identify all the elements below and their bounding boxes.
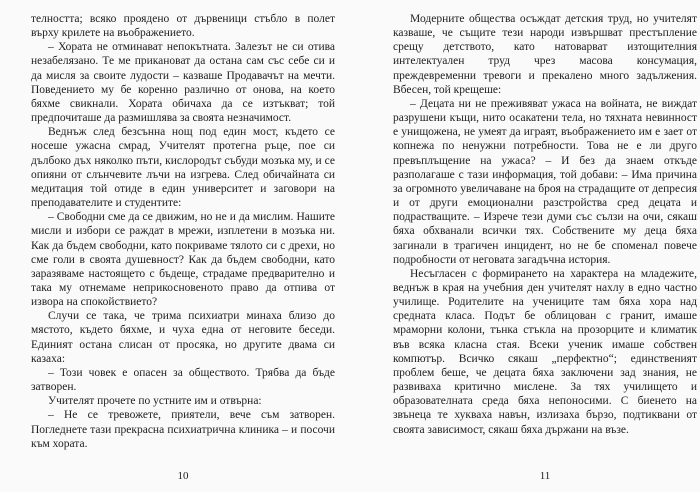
left-page-text [31, 12, 335, 451]
right-page-text [393, 12, 697, 437]
paragraph: – Този човек е опасен за обществото. Трябва да бъде затворен. [31, 366, 335, 394]
paragraph: Веднъж след безсънна нощ под един мост, където се носеше ужасна смрад, Учителят протегна ръце, пое си дълбоко дъх няколко пъти, кислородът събуди мозъка му, и се опияни от слънчевите лъчи на изгрева. След обичайната си медитация той отиде в един университет и заговори на преподавателите и студентите: [31, 126, 335, 210]
page-number-right: 11 [539, 470, 551, 482]
paragraph: Случи се така, че трима психиатри минаха близо до мястото, където бяхме, и чуха една от неговите беседи. Единият остана слисан от просяка, но другите двама си казаха: [31, 310, 335, 365]
page-number-left: 10 [177, 470, 189, 482]
paragraph: – Децата ни не преживяват ужаса на войната, не виждат разрушени къщи, нито осакатени тела, но тяхната невинност е унищожена, не умеят да играят, въображението им е зает от копнежа по ненужни потребности. Това не е ли друго превъплъщение на ужаса? – И без да знаем откъде разполагаше с тази информация, той добави: – Има причина за огромното увеличаване на броя на страдащите от депресия и от други емоционални разстройства сред децата и подрастващите. – Изрече тези думи със сълзи на очи, сякаш бяха обхванали всички тях. Собствените му деца бяха загинали в трагичен инцидент, но не бе споменал повече подробности от неговата загадъчна история. [393, 97, 697, 266]
paragraph: Модерните общества осъждат детския труд, но учителят казваше, че същите тези народи извършват престъпление срещу детството, като натоварват изтощителния интелектуален труд чрез масова консумация, преждевременни тревоги и прекалено много задължения. Вбесен, той крещеше: [393, 13, 697, 96]
right-page [393, 12, 697, 482]
left-page [31, 12, 335, 482]
paragraph: – Хората не отминават непокътната. Залезът не си отива незабелязано. Те ме прикановат да остана сам със себе си и да мисля за своите лудости – казваше Продавачът на мечти. Поведението му бе коренно различно от онова, на което бяхме свикнали. Хората обичаха да се изтъкват; той предпочиташе да размишлява за своята незначимост. [31, 41, 335, 125]
paragraph: Несъгласен с формирането на характера на младежите, веднъж в края на учебния ден учителят нахлу в едно частно училище. Родителите на учениците там бяха хора над средната класа. Подът бе облицован с гранит, имаше мраморни колони, тънка стъкла на прозорците и климатик във всяка класна стая. Всеки ученик имаше собствен компютър. Всичко сякаш „перфектно“; единственият проблем беше, че децата бяха заключени зад знания, не развиваха критично мислене. За тях училището и образователната среда бяха непоносими. С биенето на звънеца те хукваха навън, излизаха бързо, подтиквани от своята зависимост, сякаш бяха държани на възе. [393, 267, 697, 436]
paragraph: – Не се тревожете, приятели, вече съм затворен. Погледнете тази прекрасна психиатрична клиника – и посочи към хората. [31, 409, 335, 450]
paragraph: – Свободни сме да се движим, но не и да мислим. Нашите мисли и избори се раждат в мрежи, изплетени в мозъка ни. Как да бъдем свободни, като покриваме тялото си с дрехи, но сме голи в своята душевност? Как да бъдем свободни, като заразяваме настоящето с бъдеще, страдаме предварително и така му отнемаме неприкосновеното право да отпива от извора на спокойствието? [31, 211, 335, 309]
paragraph: Учителят прочете по устните им и отвърна: [48, 395, 262, 408]
paragraph: телността; всяко проядено от дървеници стъбло в полет върху крилете на въображението. [31, 13, 335, 40]
